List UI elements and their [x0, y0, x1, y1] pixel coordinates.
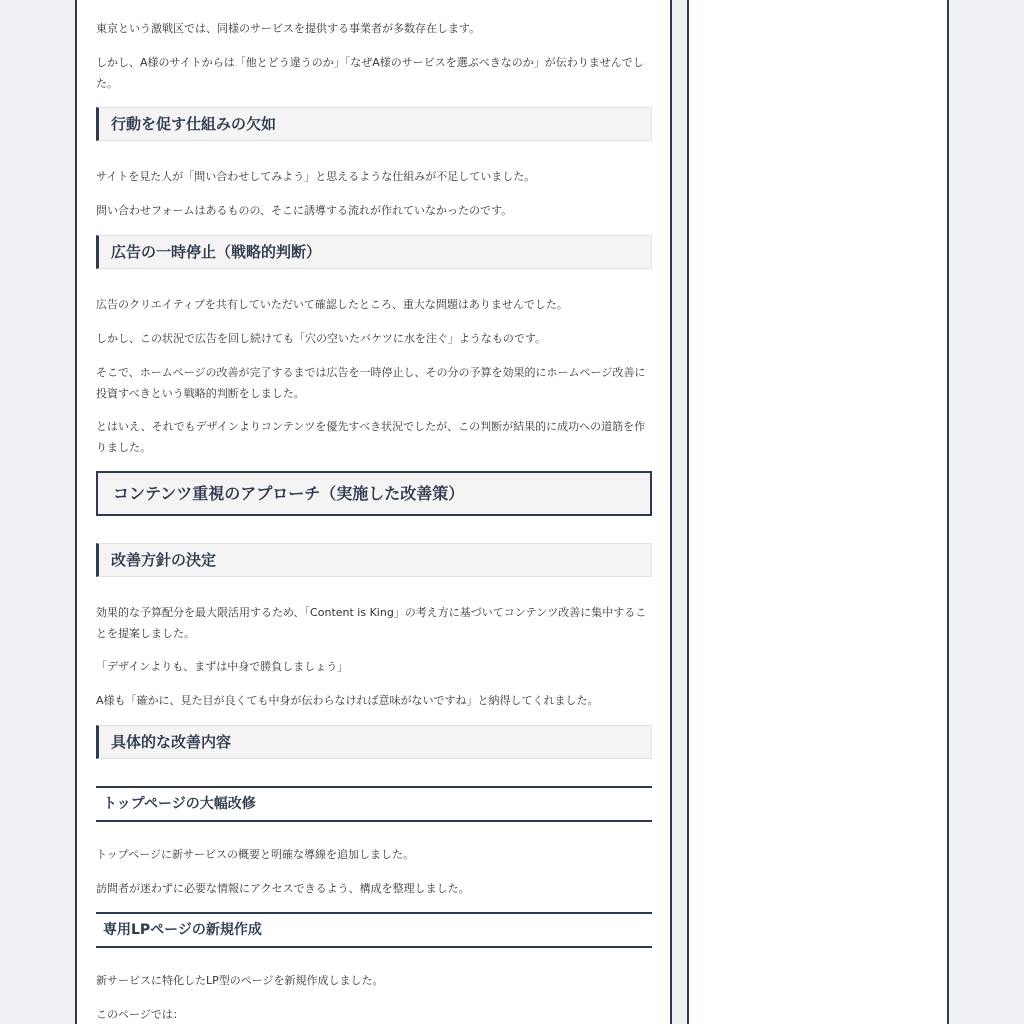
- heading-content-approach: コンテンツ重視のアプローチ（実施した改善策）: [96, 471, 652, 516]
- paragraph: 効果的な予算配分を最大限活用するため、「Content is King」の考え方に基づいてコンテンツ改善に集中することを提案しました。: [96, 606, 647, 640]
- heading-top-page-revamp: トップページの大幅改修: [96, 786, 652, 822]
- paragraph: しかし、A様のサイトからは「他とどう違うのか」「なぜA様のサービスを選ぶべきなのか」が伝わりませんでした。: [96, 56, 644, 90]
- heading-improvement-policy: 改善方針の決定: [96, 543, 652, 577]
- paragraph: このページでは：: [96, 1008, 184, 1021]
- paragraph: A様も「確かに、見た目が良くても中身が伝わらなければ意味がないですね」と納得してくれました。: [96, 694, 599, 707]
- paragraph: トップページに新サービスの概要と明確な導線を追加しました。: [96, 848, 415, 861]
- paragraph: とはいえ、それでもデザインよりコンテンツを優先すべき状況でしたが、この判断が結果的に成功への道筋を作りました。: [96, 420, 646, 454]
- paragraph: サイトを見た人が「問い合わせしてみよう」と思えるような仕組みが不足していました。: [96, 170, 536, 183]
- heading-new-lp-page: 専用LPページの新規作成: [96, 912, 652, 948]
- paragraph: 東京という激戦区では、同様のサービスを提供する事業者が多数存在します。: [96, 22, 481, 35]
- paragraph: 訪問者が迷わずに必要な情報にアクセスできるよう、構成を整理しました。: [96, 882, 470, 895]
- paragraph: 「デザインよりも、まずは中身で勝負しましょう」: [96, 660, 349, 673]
- sidebar-column: [687, 0, 949, 1024]
- heading-ad-pause: 広告の一時停止（戦略的判断）: [96, 235, 652, 269]
- paragraph: 新サービスに特化したLP型のページを新規作成しました。: [96, 974, 384, 987]
- paragraph: 問い合わせフォームはあるものの、そこに誘導する流れが作れていなかったのです。: [96, 204, 513, 217]
- paragraph: しかし、この状況で広告を回し続けても「穴の空いたバケツに水を注ぐ」ようなものです。: [96, 332, 547, 345]
- heading-specific-improvements: 具体的な改善内容: [96, 725, 652, 759]
- paragraph: そこで、ホームページの改善が完了するまでは広告を一時停止し、その分の予算を効果的にホームページ改善に投資すべきという戦略的判断をしました。: [96, 366, 646, 400]
- heading-lack-of-cta: 行動を促す仕組みの欠如: [96, 107, 652, 141]
- paragraph: 広告のクリエイティブを共有していただいて確認したところ、重大な問題はありませんでした。: [96, 298, 568, 311]
